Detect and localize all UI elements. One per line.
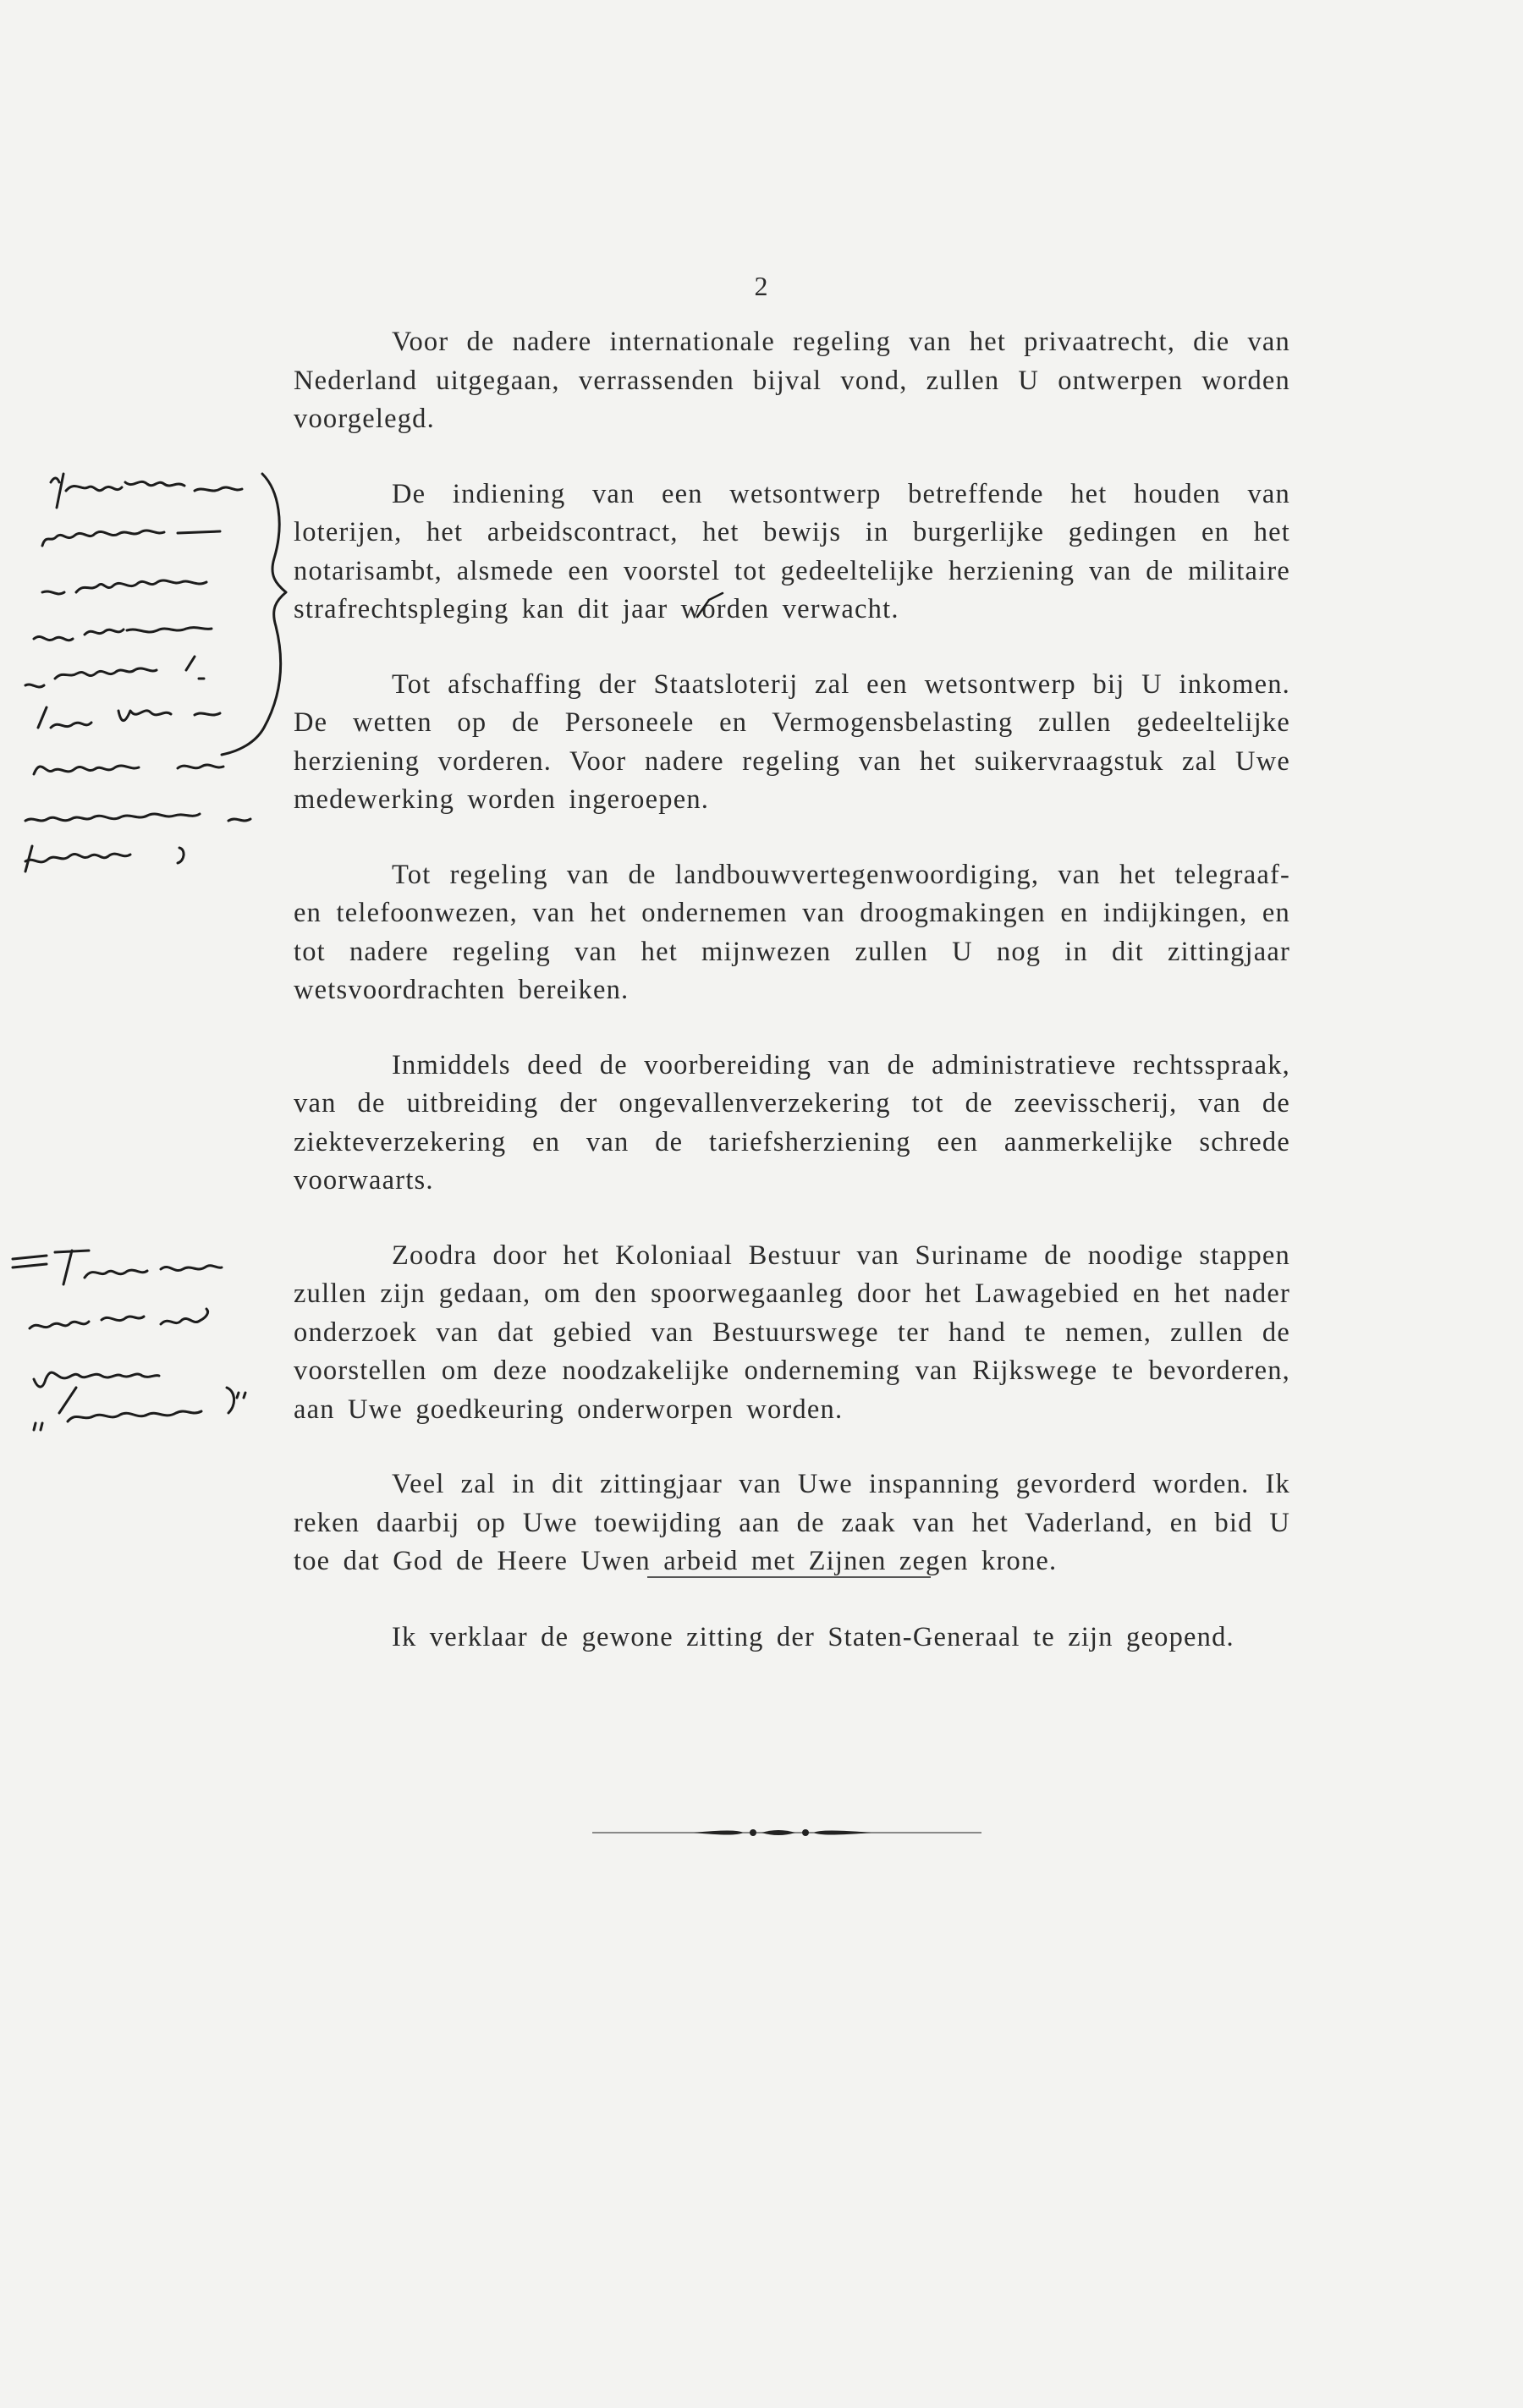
paragraph-closing-wish: Veel zal in dit zittingjaar van Uwe inspanning gevorderd worden. Ik reken daarbij op Uwe toewijding aan de zaak van het Vaderland, en bid U toe dat God de Heere Uwen arbeid met Zijnen zegen krone.: [294, 1469, 1290, 1576]
handwritten-margin-note-bottom: [8, 1244, 279, 1438]
page-number: 2: [754, 271, 769, 301]
closing-sentence: Ik verklaar de gewone zitting der Staten-Generaal te zijn geopend.: [392, 1622, 1234, 1652]
paragraph-preparation: Inmiddels deed de voorbereiding van de administratieve rechtsspraak, van de uitbreiding der ongevallenverzekering tot de zeevisscherij, van de ziekteverzekering en van de tariefsherziening een aanmerkelijke schrede voorwaarts.: [294, 1049, 1290, 1196]
handwritten-margin-note-top: [17, 457, 305, 914]
handwriting-scribble-icon: [8, 1244, 279, 1438]
paragraph-suriname: Zoodra door het Koloniaal Bestuur van Suriname de noodige stappen zullen zijn gedaan, om den spoorwegaanleg door het Lawagebied en het nader onderzoek van dat gebied van Bestuurswege ter hand te nemen, zullen de voorstellen om deze noodzakelijke onderneming van Rijkswege te bevorderen, aan Uwe goedkeuring onderworpen worden.: [294, 1240, 1290, 1425]
paragraph-private-law: Voor de nadere internationale regeling van het privaatrecht, die van Nederland uitgegaan, verrassenden bijval vond, zullen U ontwerpen worden voorgelegd.: [294, 327, 1290, 434]
speech-body: [294, 323, 1290, 1618]
paragraph-bills: De indiening van een wetsontwerp betreffende het houden van loterijen, het arbeidscontract, het bewijs in burgerlijke gedingen en het notarisambt, alsmede een voorstel tot gedeeltelijke herziening van de militaire strafrechtspleging kan dit jaar worden verwacht.: [294, 478, 1290, 624]
paragraph-lottery: Tot afschaffing der Staatsloterij zal een wetsontwerp bij U inkomen. De wetten op de Personeele en Vermogensbelasting zullen gedeeltelijke herziening vorderen. Voor nadere regeling van het suikervraagstuk zal Uwe medewerking worden ingeroepen.: [294, 668, 1290, 815]
insertion-caret-mark: [694, 588, 728, 622]
end-ornament: [592, 1819, 981, 1844]
caret-mark-icon: [694, 588, 728, 622]
handwriting-scribble-icon: [17, 457, 305, 914]
section-divider: [647, 1576, 931, 1578]
paragraph-regulation: Tot regeling van de landbouwvertegenwoordiging, van het telegraaf- en telefoonwezen, van het ondernemen van droogmakingen en indijkingen, en tot nadere regeling van het mijnwezen zullen U nog in dit zittingjaar wetsvoordrachten bereiken.: [294, 859, 1290, 1005]
